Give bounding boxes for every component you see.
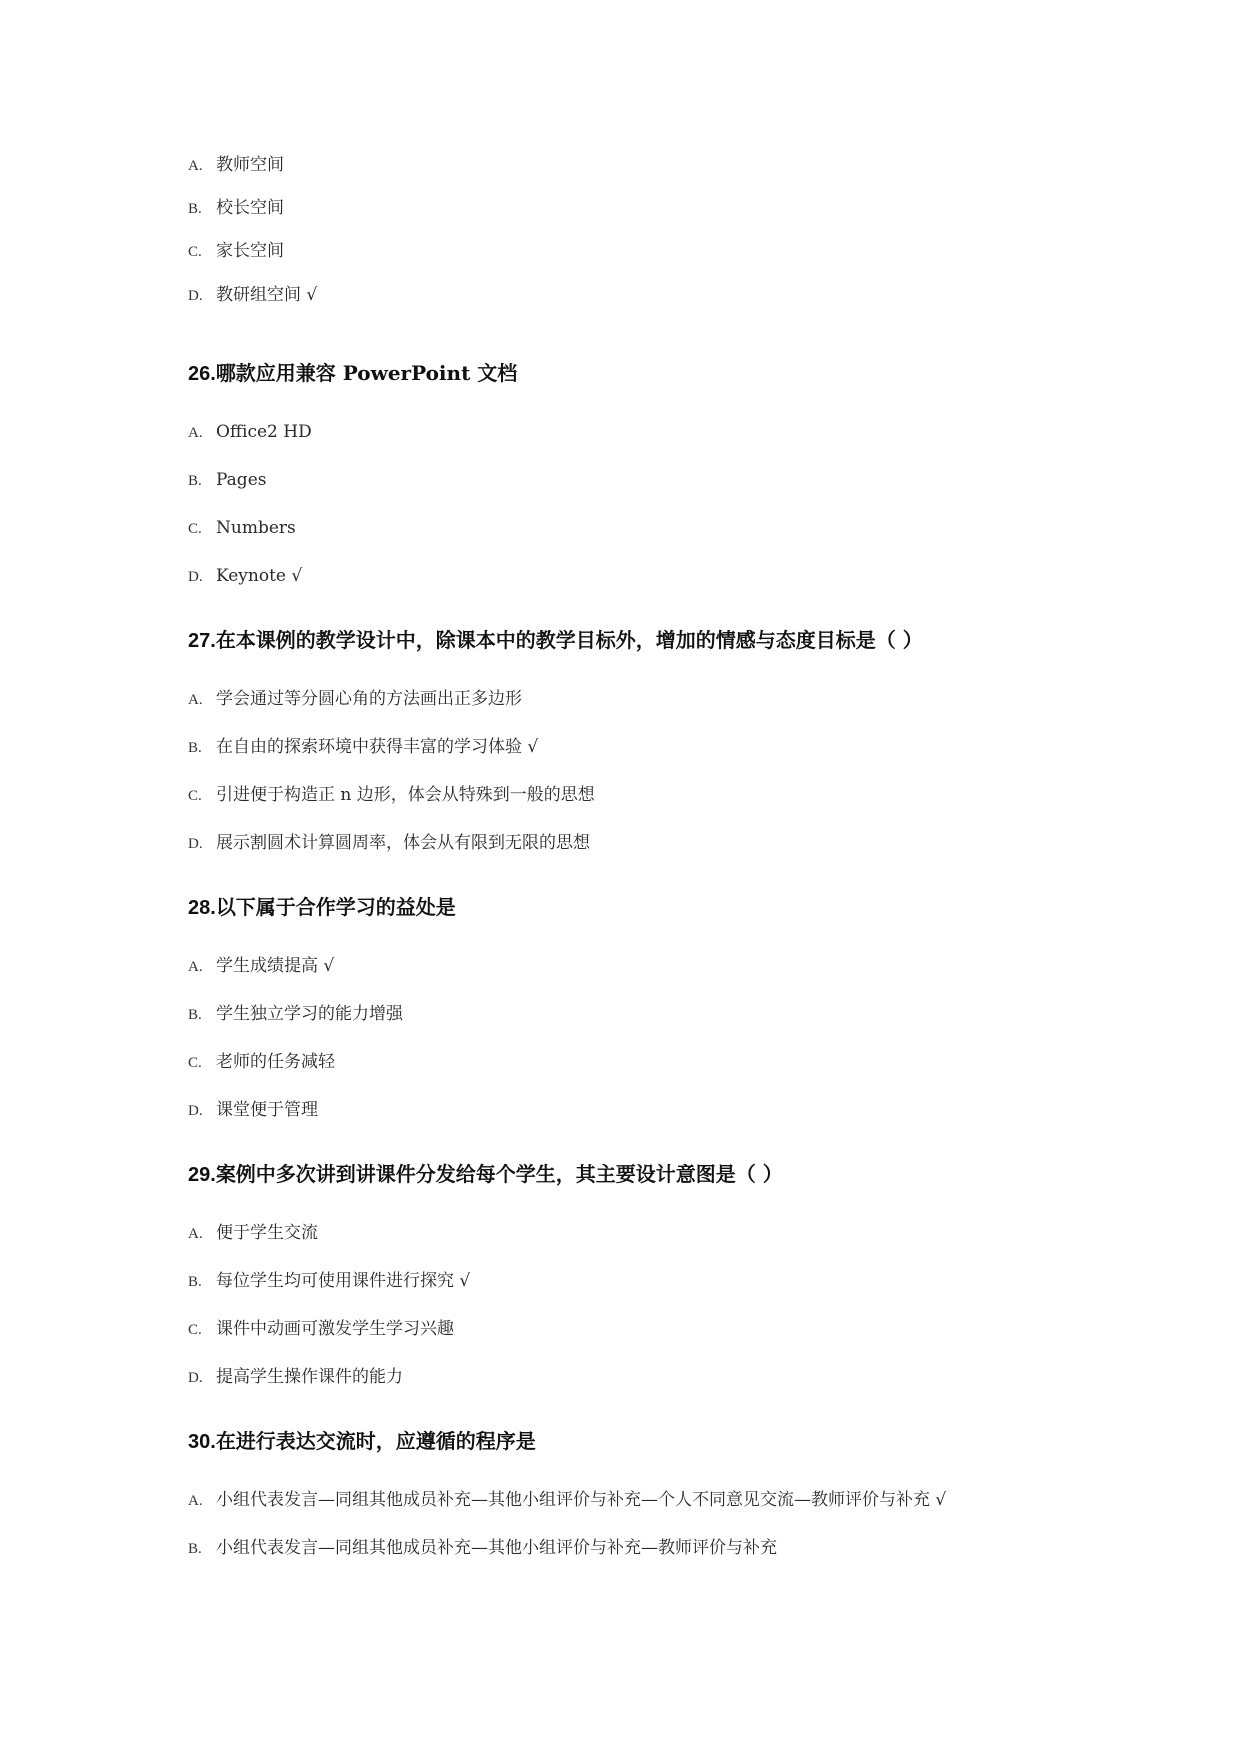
question-text: 哪款应用兼容 PowerPoint 文档 — [215, 361, 518, 385]
option-letter: C. — [188, 521, 202, 537]
question-29-title — [188, 1159, 783, 1189]
option-letter: B. — [188, 1007, 202, 1023]
option-letter: A. — [188, 1493, 203, 1509]
option-letter: D. — [188, 836, 203, 852]
option-letter: C. — [188, 788, 202, 804]
option-text: Office2 HD — [216, 422, 312, 442]
option-a[interactable] — [188, 954, 334, 978]
option-text: 学会通过等分圆心角的方法画出正多边形 — [216, 689, 522, 709]
question-text: 案例中多次讲到讲课件分发给每个学生，其主要设计意图是（ ） — [215, 1162, 783, 1186]
option-text: 展示割圆术计算圆周率，体会从有限到无限的思想 — [216, 833, 590, 853]
option-a[interactable] — [188, 687, 522, 711]
option-b[interactable] — [188, 1269, 470, 1293]
option-letter: D. — [188, 1103, 203, 1119]
question-27-title — [188, 625, 923, 655]
option-letter: B. — [188, 1274, 202, 1290]
option-c[interactable] — [188, 783, 595, 807]
option-text: 教研组空间 √ — [216, 285, 318, 305]
option-a[interactable] — [188, 1221, 318, 1245]
option-d[interactable] — [188, 564, 302, 588]
option-c[interactable] — [188, 516, 296, 540]
option-b[interactable] — [188, 468, 266, 492]
option-text: 学生独立学习的能力增强 — [216, 1004, 403, 1024]
option-letter: B. — [188, 201, 202, 217]
option-b[interactable] — [188, 735, 538, 759]
option-text: 小组代表发言—同组其他成员补充—其他小组评价与补充—教师评价与补充 — [216, 1538, 777, 1558]
option-letter: B. — [188, 740, 202, 756]
option-text: 老师的任务减轻 — [216, 1052, 335, 1072]
question-number: 29. — [188, 1164, 216, 1186]
option-a[interactable] — [188, 153, 284, 177]
option-text: 教师空间 — [216, 155, 284, 175]
option-text: 引进便于构造正 n 边形，体会从特殊到一般的思想 — [216, 785, 595, 805]
option-letter: D. — [188, 288, 203, 304]
question-text: 在本课例的教学设计中，除课本中的教学目标外，增加的情感与态度目标是（ ） — [215, 628, 923, 652]
option-letter: A. — [188, 692, 203, 708]
option-d[interactable] — [188, 1365, 403, 1389]
option-c[interactable] — [188, 1050, 335, 1074]
option-text: Numbers — [216, 518, 296, 538]
option-text: 便于学生交流 — [216, 1223, 318, 1243]
option-text: Pages — [216, 470, 267, 490]
option-c[interactable] — [188, 239, 284, 263]
option-letter: C. — [188, 244, 202, 260]
option-text: 校长空间 — [216, 198, 284, 218]
option-letter: A. — [188, 1226, 203, 1242]
option-text: 学生成绩提高 √ — [216, 956, 335, 976]
option-letter: A. — [188, 959, 203, 975]
option-d[interactable] — [188, 283, 317, 307]
option-letter: C. — [188, 1055, 202, 1071]
option-d[interactable] — [188, 1098, 318, 1122]
question-26-title — [188, 358, 517, 388]
option-text: 家长空间 — [216, 241, 284, 261]
option-d[interactable] — [188, 831, 590, 855]
option-letter: D. — [188, 1370, 203, 1386]
question-28-title — [188, 892, 456, 922]
question-number: 27. — [188, 630, 216, 652]
question-text: 以下属于合作学习的益处是 — [215, 895, 456, 919]
option-text: 在自由的探索环境中获得丰富的学习体验 √ — [216, 737, 539, 757]
question-number: 30. — [188, 1431, 216, 1453]
option-b[interactable] — [188, 1536, 777, 1560]
question-text: 在进行表达交流时，应遵循的程序是 — [215, 1429, 536, 1453]
option-letter: A. — [188, 425, 203, 441]
option-text: 每位学生均可使用课件进行探究 √ — [216, 1271, 471, 1291]
option-text: 小组代表发言—同组其他成员补充—其他小组评价与补充—个人不同意见交流—教师评价与补充 √ — [216, 1490, 947, 1510]
option-letter: C. — [188, 1322, 202, 1338]
option-b[interactable] — [188, 1002, 403, 1026]
question-30-title — [188, 1426, 536, 1456]
option-a[interactable] — [188, 1488, 946, 1512]
option-b[interactable] — [188, 196, 284, 220]
option-letter: B. — [188, 473, 202, 489]
option-text: 课件中动画可激发学生学习兴趣 — [216, 1319, 454, 1339]
option-letter: A. — [188, 158, 203, 174]
option-c[interactable] — [188, 1317, 454, 1341]
option-letter: D. — [188, 569, 203, 585]
option-text: Keynote √ — [216, 566, 303, 586]
question-number: 28. — [188, 897, 216, 919]
option-letter: B. — [188, 1541, 202, 1557]
option-text: 课堂便于管理 — [216, 1100, 318, 1120]
question-number: 26. — [188, 363, 216, 385]
option-a[interactable] — [188, 420, 312, 444]
option-text: 提高学生操作课件的能力 — [216, 1367, 403, 1387]
